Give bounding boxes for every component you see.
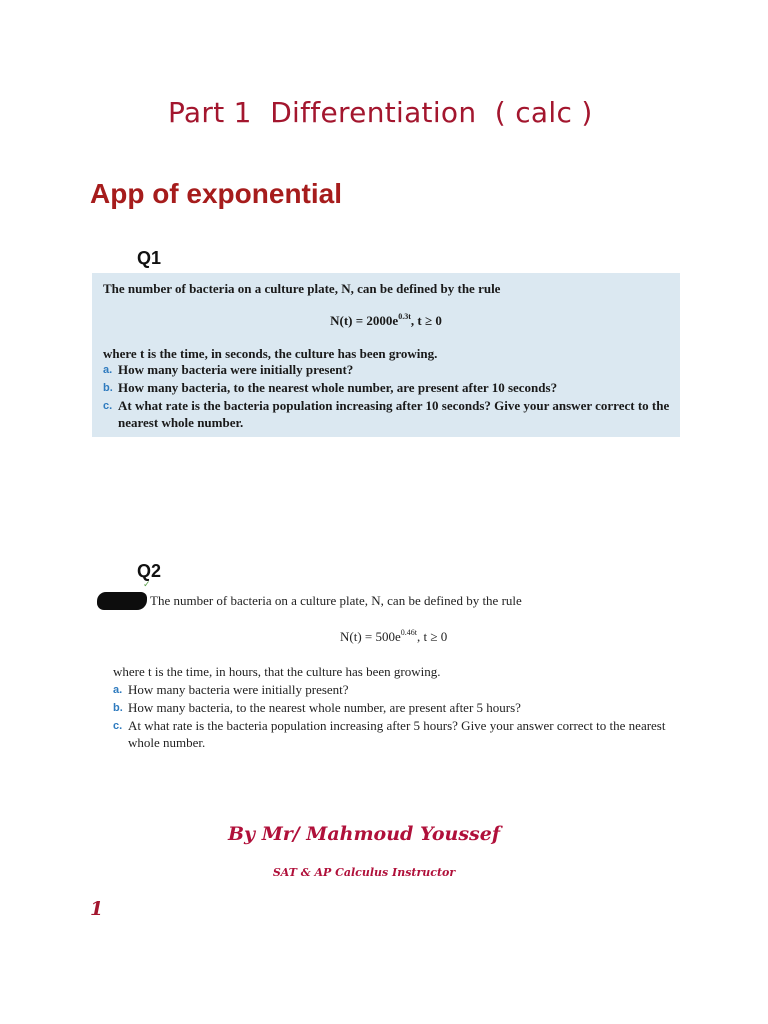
formula-rhs: , t ≥ 0 [410, 313, 442, 328]
question-1-stem: The number of bacteria on a culture plate, N, can be defined by the rule [103, 281, 501, 296]
part-text: How many bacteria, to the nearest whole number, are present after 5 hours? [128, 700, 521, 715]
part-text: At what rate is the bacteria population increasing after 10 seconds? Give your answer correct to the nearest whole number. [118, 398, 670, 430]
ink-smudge [97, 592, 147, 610]
question-2-part-c [113, 717, 673, 751]
question-1-box [92, 273, 680, 437]
author-signature: By Mr/ Mahmoud Youssef [227, 823, 500, 845]
question-1-part-b [103, 379, 678, 397]
check-mark-icon: ✓ [143, 580, 151, 590]
formula-exponent: 0.3t [398, 312, 411, 321]
question-2-part-a [113, 681, 673, 699]
question-2-part-b [113, 699, 673, 717]
question-1-parts [103, 361, 678, 431]
part-text: How many bacteria were initially present? [128, 682, 349, 697]
question-2-parts [113, 681, 673, 751]
formula-lhs: N(t) = 500e [340, 629, 401, 644]
part-text: How many bacteria, to the nearest whole number, are present after 10 seconds? [118, 380, 558, 395]
question-2-stem: The number of bacteria on a culture plate, N, can be defined by the rule [150, 593, 522, 608]
question-2-formula [340, 628, 447, 645]
part-text: At what rate is the bacteria population increasing after 5 hours? Give your answer correct to the nearest whole number. [128, 718, 666, 750]
part-letter: a. [103, 364, 113, 376]
part-letter: b. [113, 702, 123, 714]
question-1-part-a [103, 361, 678, 379]
part-letter: c. [113, 720, 123, 732]
question-2-label: Q2 [137, 561, 162, 581]
question-1-formula [92, 312, 680, 329]
question-1-where: where t is the time, in seconds, the culture has been growing. [103, 346, 438, 361]
page-number: 1 [90, 898, 104, 920]
question-1-part-c [103, 397, 678, 431]
section-heading: App of exponential [90, 178, 342, 209]
part-letter: b. [103, 382, 113, 394]
formula-exponent: 0.46t [400, 628, 417, 637]
part-letter: c. [103, 400, 113, 412]
page-title: Part 1 Differentiation ( calc ) [168, 96, 593, 129]
question-1-label: Q1 [137, 248, 162, 268]
formula-lhs: N(t) = 2000e [330, 313, 399, 328]
part-text: How many bacteria were initially present? [118, 362, 354, 377]
author-role: SAT & AP Calculus Instructor [272, 866, 456, 879]
question-2-where: where t is the time, in hours, that the culture has been growing. [113, 664, 441, 679]
part-letter: a. [113, 684, 123, 696]
formula-rhs: , t ≥ 0 [417, 629, 448, 644]
